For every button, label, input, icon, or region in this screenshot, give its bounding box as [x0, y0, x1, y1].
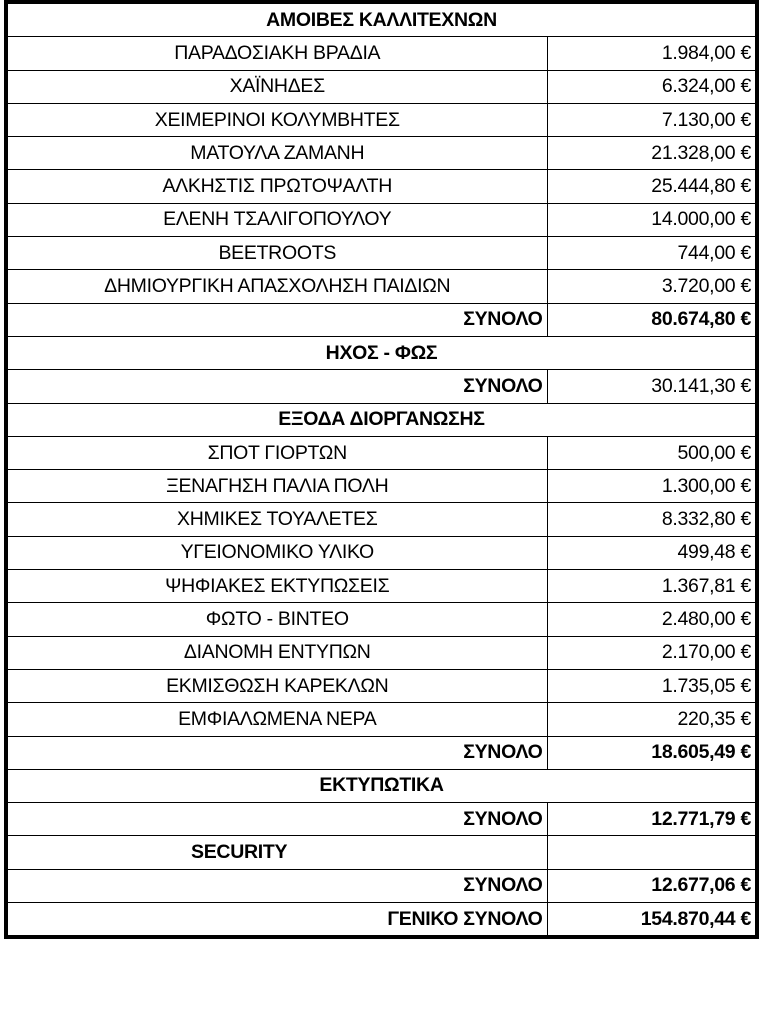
- section-total-label: ΣΥΝΟΛΟ: [6, 303, 547, 336]
- item-name: ΠΑΡΑΔΟΣΙΑΚΗ ΒΡΑΔΙΑ: [6, 37, 547, 70]
- table-row: [6, 203, 757, 236]
- empty-cell: [547, 836, 757, 869]
- section-total-row: [6, 869, 757, 902]
- section-total-row: [6, 803, 757, 836]
- table-row: [6, 570, 757, 603]
- item-amount: 2.170,00 €: [547, 636, 757, 669]
- item-name: BEETROOTS: [6, 237, 547, 270]
- section-header-row: [6, 836, 757, 869]
- item-amount: 8.332,80 €: [547, 503, 757, 536]
- table-row: [6, 669, 757, 702]
- budget-table: [4, 0, 759, 939]
- section-total-label: ΣΥΝΟΛΟ: [6, 370, 547, 403]
- table-row: [6, 603, 757, 636]
- section-title: ΑΜΟΙΒΕΣ ΚΑΛΛΙΤΕΧΝΩΝ: [6, 2, 757, 37]
- section-title: SECURITY: [6, 836, 547, 869]
- item-name: ΜΑΤΟΥΛΑ ΖΑΜΑΝΗ: [6, 137, 547, 170]
- item-name: ΑΛΚΗΣΤΙΣ ΠΡΩΤΟΨΑΛΤΗ: [6, 170, 547, 203]
- table-row: [6, 436, 757, 469]
- table-row: [6, 237, 757, 270]
- section-total-amount: 30.141,30 €: [547, 370, 757, 403]
- item-name: ΥΓΕΙΟΝΟΜΙΚΟ ΥΛΙΚΟ: [6, 536, 547, 569]
- section-total-row: [6, 303, 757, 336]
- section-total-row: [6, 736, 757, 769]
- section-title: ΗΧΟΣ - ΦΩΣ: [6, 336, 757, 369]
- table-row: [6, 703, 757, 736]
- item-name: ΕΚΜΙΣΘΩΣΗ ΚΑΡΕΚΛΩΝ: [6, 669, 547, 702]
- item-name: ΨΗΦΙΑΚΕΣ ΕΚΤΥΠΩΣΕΙΣ: [6, 570, 547, 603]
- item-name: ΕΜΦΙΑΛΩΜΕΝΑ ΝΕΡΑ: [6, 703, 547, 736]
- table-row: [6, 137, 757, 170]
- item-amount: 499,48 €: [547, 536, 757, 569]
- table-row: [6, 270, 757, 303]
- item-name: ΣΠΟΤ ΓΙΟΡΤΩΝ: [6, 436, 547, 469]
- section-header-row: [6, 336, 757, 369]
- item-amount: 1.300,00 €: [547, 470, 757, 503]
- item-name: ΧΗΜΙΚΕΣ ΤΟΥΑΛΕΤΕΣ: [6, 503, 547, 536]
- table-row: [6, 470, 757, 503]
- section-total-amount: 12.771,79 €: [547, 803, 757, 836]
- section-title: ΕΚΤΥΠΩΤΙΚΑ: [6, 769, 757, 802]
- table-row: [6, 103, 757, 136]
- item-amount: 25.444,80 €: [547, 170, 757, 203]
- table-row: [6, 536, 757, 569]
- section-total-row: [6, 370, 757, 403]
- grand-total-amount: 154.870,44 €: [547, 903, 757, 938]
- item-amount: 1.984,00 €: [547, 37, 757, 70]
- item-name: ΔΙΑΝΟΜΗ ΕΝΤΥΠΩΝ: [6, 636, 547, 669]
- grand-total-label: ΓΕΝΙΚΟ ΣΥΝΟΛΟ: [6, 903, 547, 938]
- item-amount: 220,35 €: [547, 703, 757, 736]
- item-amount: 14.000,00 €: [547, 203, 757, 236]
- section-header-row: [6, 769, 757, 802]
- section-total-amount: 18.605,49 €: [547, 736, 757, 769]
- item-name: ΞΕΝΑΓΗΣΗ ΠΑΛΙΑ ΠΟΛΗ: [6, 470, 547, 503]
- budget-table-body: [6, 2, 757, 937]
- section-total-label: ΣΥΝΟΛΟ: [6, 803, 547, 836]
- item-amount: 3.720,00 €: [547, 270, 757, 303]
- item-name: ΕΛΕΝΗ ΤΣΑΛΙΓΟΠΟΥΛΟΥ: [6, 203, 547, 236]
- section-header-row: [6, 2, 757, 37]
- section-title: ΕΞΟΔΑ ΔΙΟΡΓΑΝΩΣΗΣ: [6, 403, 757, 436]
- item-amount: 1.735,05 €: [547, 669, 757, 702]
- section-total-amount: 80.674,80 €: [547, 303, 757, 336]
- table-row: [6, 37, 757, 70]
- item-amount: 500,00 €: [547, 436, 757, 469]
- item-amount: 1.367,81 €: [547, 570, 757, 603]
- section-total-label: ΣΥΝΟΛΟ: [6, 869, 547, 902]
- section-total-amount: 12.677,06 €: [547, 869, 757, 902]
- table-row: [6, 636, 757, 669]
- item-amount: 744,00 €: [547, 237, 757, 270]
- item-amount: 21.328,00 €: [547, 137, 757, 170]
- item-name: ΔΗΜΙΟΥΡΓΙΚΗ ΑΠΑΣΧΟΛΗΣΗ ΠΑΙΔΙΩΝ: [6, 270, 547, 303]
- item-name: ΧΑΪΝΗΔΕΣ: [6, 70, 547, 103]
- section-total-label: ΣΥΝΟΛΟ: [6, 736, 547, 769]
- table-row: [6, 170, 757, 203]
- item-amount: 6.324,00 €: [547, 70, 757, 103]
- item-name: ΧΕΙΜΕΡΙΝΟΙ ΚΟΛΥΜΒΗΤΕΣ: [6, 103, 547, 136]
- item-name: ΦΩΤΟ - ΒΙΝΤΕΟ: [6, 603, 547, 636]
- item-amount: 2.480,00 €: [547, 603, 757, 636]
- section-header-row: [6, 403, 757, 436]
- table-row: [6, 70, 757, 103]
- item-amount: 7.130,00 €: [547, 103, 757, 136]
- grand-total-row: [6, 903, 757, 938]
- table-row: [6, 503, 757, 536]
